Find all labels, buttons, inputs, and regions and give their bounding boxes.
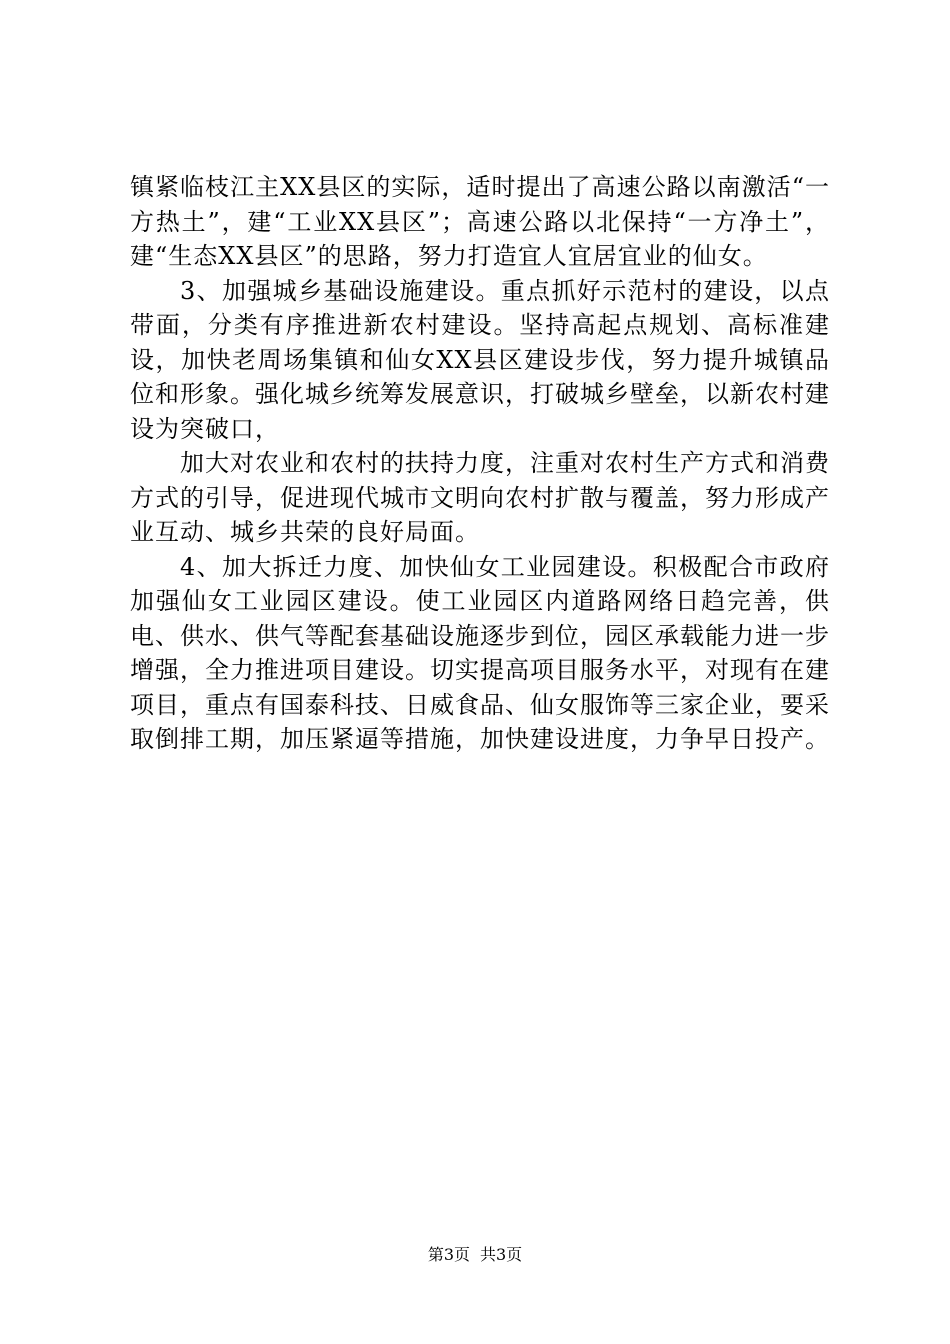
paragraph-rural-support: 加大对农业和农村的扶持力度，注重对农村生产方式和消费方式的引导，促进现代城市文明向农村扩散与覆盖，努力形成产业互动、城乡共荣的良好局面。: [130, 449, 830, 546]
page-number: 第3页: [427, 1245, 470, 1264]
document-body: [130, 170, 830, 757]
paragraph-continuation: 镇紧临枝江主XX县区的实际，适时提出了高速公路以南激活“一方热土”，建“工业XX县区”；高速公路以北保持“一方净土”，建“生态XX县区”的思路，努力打造宜人宜居宜业的仙女。: [130, 173, 830, 270]
paragraph-item-4: 4、加大拆迁力度、加快仙女工业园建设。积极配合市政府加强仙女工业园区建设。使工业园区内道路网络日趋完善，供电、供水、供气等配套基础设施逐步到位，园区承载能力进一步增强，全力推进项目建设。切实提高项目服务水平，对现有在建项目，重点有国泰科技、日威食品、仙女服饰等三家企业，要采取倒排工期，加压紧逼等措施，加快建设进度，力争早日投产。: [130, 552, 830, 753]
paragraph-item-3: 3、加强城乡基础设施建设。重点抓好示范村的建设，以点带面，分类有序推进新农村建设。坚持高起点规划、高标准建设，加快老周场集镇和仙女XX县区建设步伐，努力提升城镇品位和形象。强化城乡统筹发展意识，打破城乡壁垒，以新农村建设为突破口，: [130, 276, 830, 443]
page-total: 共3页: [480, 1245, 523, 1264]
page-footer: [0, 1244, 950, 1266]
